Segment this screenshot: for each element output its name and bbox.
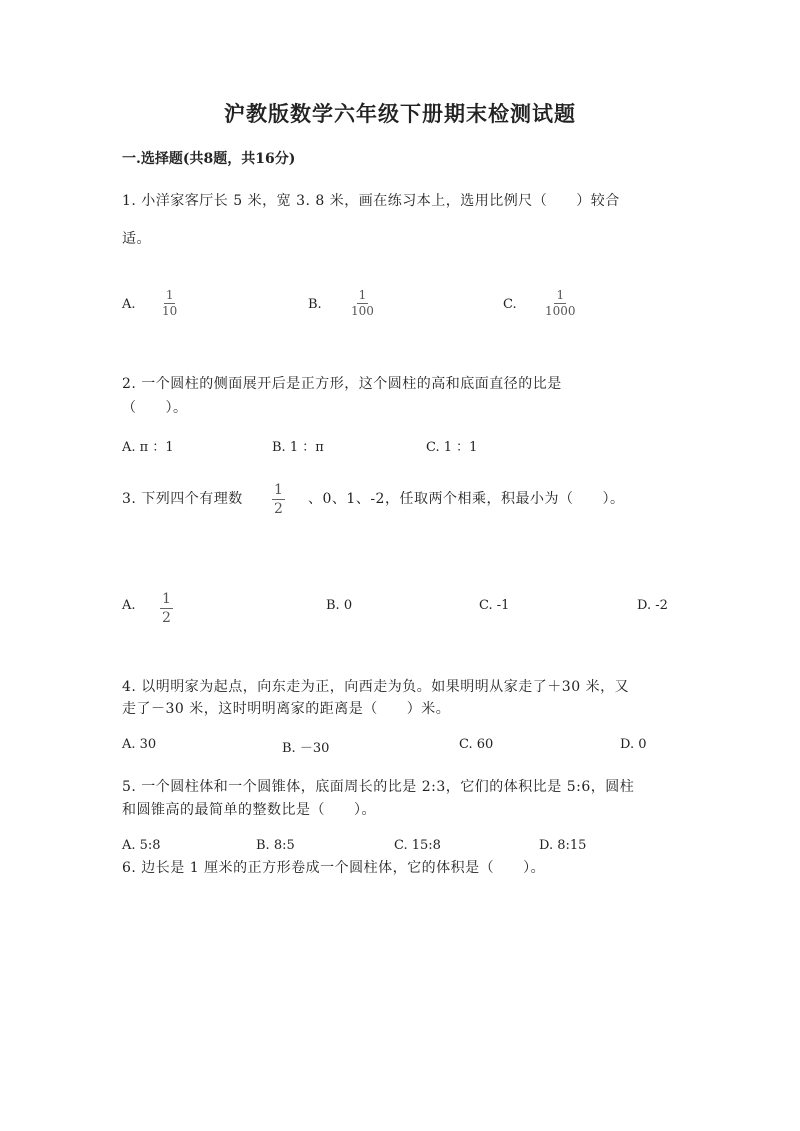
fraction-denominator: 2 bbox=[162, 610, 171, 626]
q3-option-a-fraction bbox=[160, 590, 173, 627]
q1-option-a-fraction bbox=[160, 288, 179, 319]
question-5-line-2: 和圆锥高的最简单的整数比是（ ）。 bbox=[122, 802, 376, 818]
q3-option-b: B. 0 bbox=[326, 598, 353, 613]
fraction-numerator: 1 bbox=[165, 288, 174, 302]
q2-option-c: C. 1 ：1 bbox=[426, 440, 478, 455]
q5-option-a: A. 5:8 bbox=[122, 838, 161, 853]
question-4-line-2: 走了－30 米，这时明明离家的距离是（ ）米。 bbox=[122, 701, 451, 717]
fraction-denominator: 100 bbox=[351, 304, 374, 318]
fraction-numerator: 1 bbox=[162, 591, 171, 607]
question-4-line-1: 4. 以明明家为起点，向东走为正，向西走为负。如果明明从家走了＋30 米，又 bbox=[122, 679, 630, 695]
question-5-line-1: 5. 一个圆柱体和一个圆锥体，底面周长的比是 2:3，它们的体积比是 5:6，圆柱 bbox=[122, 779, 635, 795]
question-2-line-1: 2. 一个圆柱的侧面展开后是正方形，这个圆柱的高和底面直径的比是 bbox=[122, 376, 562, 392]
question-1-line-2: 适。 bbox=[122, 231, 151, 247]
fraction-denominator: 1000 bbox=[545, 304, 576, 318]
section-heading: 一.选择题(共8题，共16分) bbox=[122, 151, 296, 167]
q3-inline-fraction bbox=[272, 481, 285, 518]
fraction-numerator: 1 bbox=[556, 288, 565, 302]
q3-option-d: D. -2 bbox=[637, 598, 668, 613]
q1-option-b-fraction bbox=[349, 288, 376, 319]
question-2-line-2: （ ）。 bbox=[122, 400, 188, 416]
question-3-suffix: 、0、1、-2，任取两个相乘，积最小为（ ）。 bbox=[308, 491, 625, 507]
fraction-denominator: 10 bbox=[162, 304, 178, 318]
fraction-numerator: 1 bbox=[358, 288, 367, 302]
fraction-denominator: 2 bbox=[274, 501, 283, 517]
q3-option-a-label: A. bbox=[122, 598, 136, 613]
q1-option-c-label: C. bbox=[503, 297, 517, 312]
q1-option-a-label: A. bbox=[122, 297, 136, 312]
q2-option-a: A. π ：1 bbox=[122, 440, 174, 455]
question-3-prefix: 3. 下列四个有理数 bbox=[122, 491, 243, 507]
q2-option-b: B. 1 ：π bbox=[272, 440, 324, 455]
q3-option-c: C. -1 bbox=[479, 598, 510, 613]
q5-option-d: D. 8:15 bbox=[539, 838, 587, 853]
q5-option-b: B. 8:5 bbox=[256, 838, 295, 853]
q4-option-b: B. －30 bbox=[282, 741, 330, 756]
q4-option-c: C. 60 bbox=[459, 737, 494, 752]
fraction-numerator: 1 bbox=[274, 482, 283, 498]
q4-option-d: D. 0 bbox=[620, 737, 647, 752]
q1-option-c-fraction bbox=[543, 288, 578, 319]
q1-option-b-label: B. bbox=[308, 297, 322, 312]
q4-option-a: A. 30 bbox=[122, 737, 157, 752]
q5-option-c: C. 15:8 bbox=[394, 838, 441, 853]
page-title: 沪教版数学六年级下册期末检测试题 bbox=[224, 101, 576, 126]
question-1-line-1: 1. 小洋家客厅长 5 米，宽 3. 8 米，画在练习本上，选用比例尺（ ）较合 bbox=[122, 193, 620, 209]
question-6-line-1: 6. 边长是 1 厘米的正方形卷成一个圆柱体，它的体积是（ ）。 bbox=[122, 860, 546, 876]
